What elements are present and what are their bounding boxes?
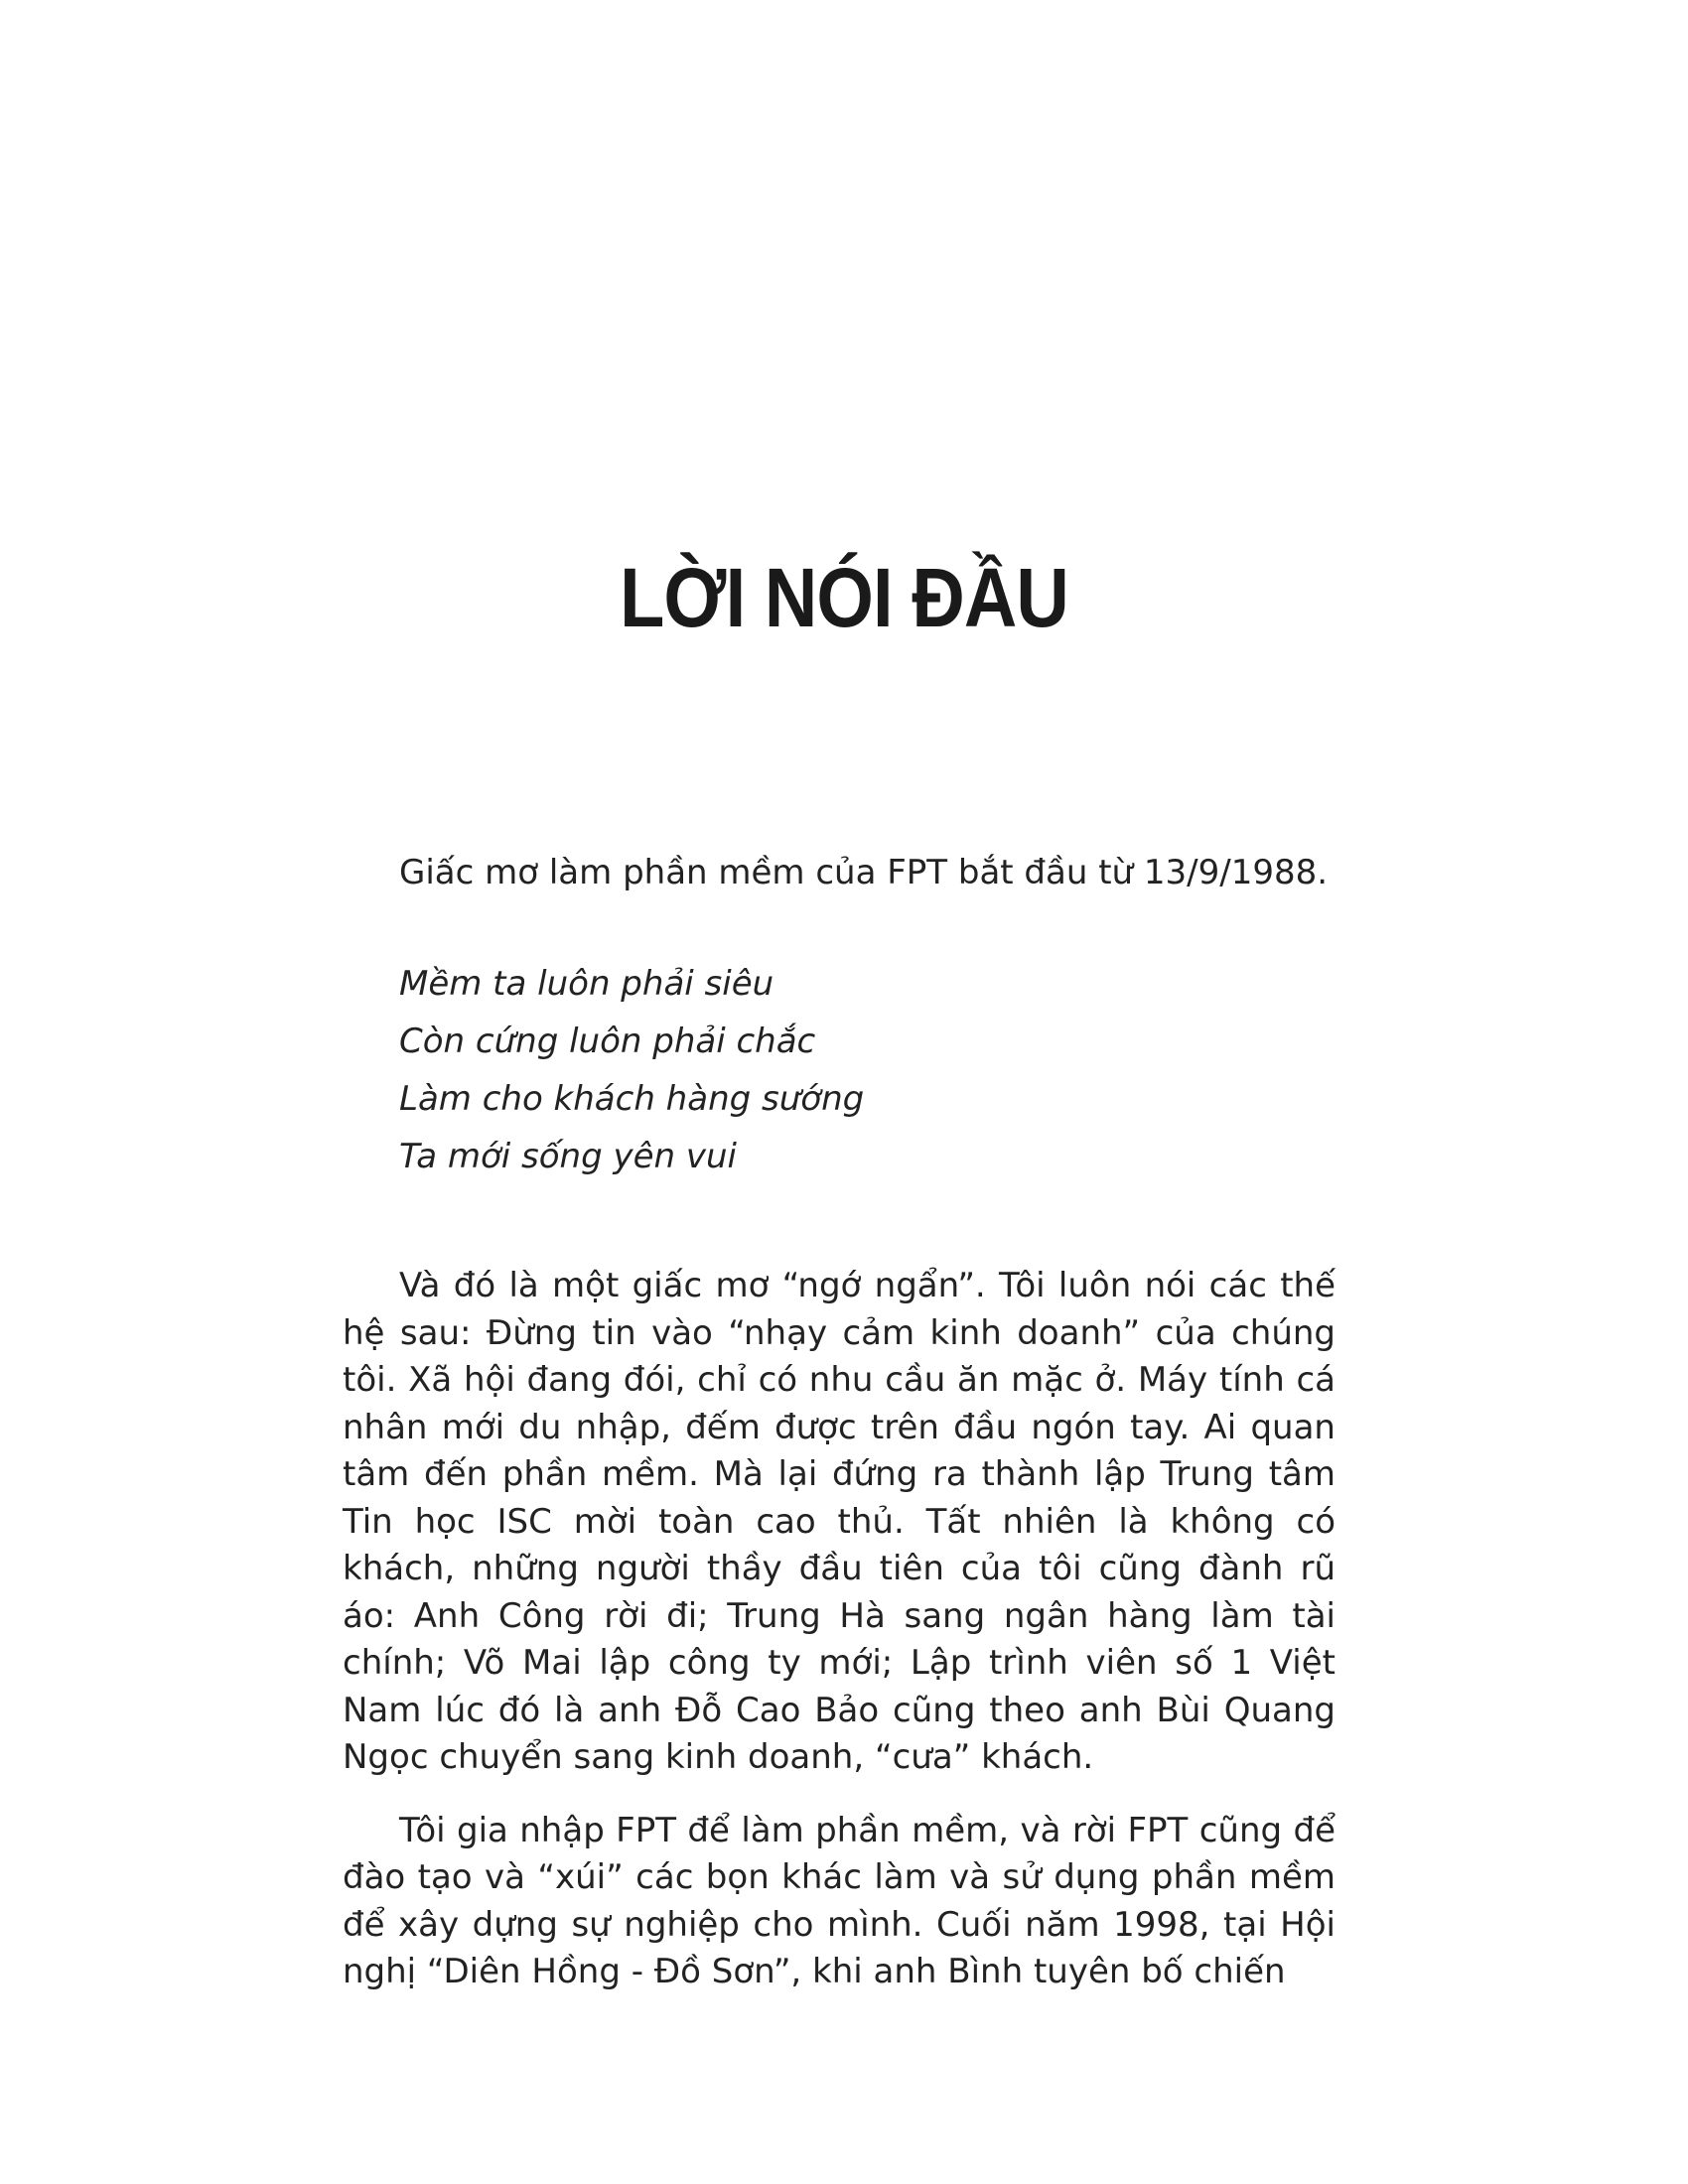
intro-paragraph: Giấc mơ làm phần mềm của FPT bắt đầu từ 13/9/1988. <box>399 853 1329 892</box>
chapter-title: LỜI NÓI ĐẦU <box>620 551 1068 644</box>
poem-line: Mềm ta luôn phải siêu <box>399 964 774 1004</box>
poem-line: Còn cứng luôn phải chắc <box>399 1022 816 1061</box>
body-paragraph: Và đó là một giấc mơ “ngớ ngẩn”. Tôi luôn nói các thế hệ sau: Đừng tin vào “nhạy cảm kinh doanh” của chúng tôi. Xã hội đang đói, chỉ có nhu cầu ăn mặc ở. Máy tính cá nhân mới du nhập, đếm được trên đầu ngón tay. Ai quan tâm đến phần mềm. Mà lại đứng ra thành lập Trung tâm Tin học ISC mời toàn cao thủ. Tất nhiên là không có khách, những người thầy đầu tiên của tôi cũng đành rũ áo: Anh Công rời đi; Trung Hà sang ngân hàng làm tài chính; Võ Mai lập công ty mới; Lập trình viên số 1 Việt Nam lúc đó là anh Đỗ Cao Bảo cũng theo anh Bùi Quang Ngọc chuyển sang kinh doanh, “cưa” khách. <box>343 1266 1336 1777</box>
body-paragraph: Tôi gia nhập FPT để làm phần mềm, và rời FPT cũng để đào tạo và “xúi” các bọn khác làm và sử dụng phần mềm để xây dựng sự nghiệp cho mình. Cuối năm 1998, tại Hội nghị “Diên Hồng - Đồ Sơn”, khi anh Bình tuyên bố chiến <box>343 1810 1336 1991</box>
poem-line: Làm cho khách hàng sướng <box>399 1079 865 1119</box>
poem <box>399 955 1392 1185</box>
poem-line: Ta mới sống yên vui <box>399 1137 737 1176</box>
body-paragraphs <box>343 1263 1336 2022</box>
